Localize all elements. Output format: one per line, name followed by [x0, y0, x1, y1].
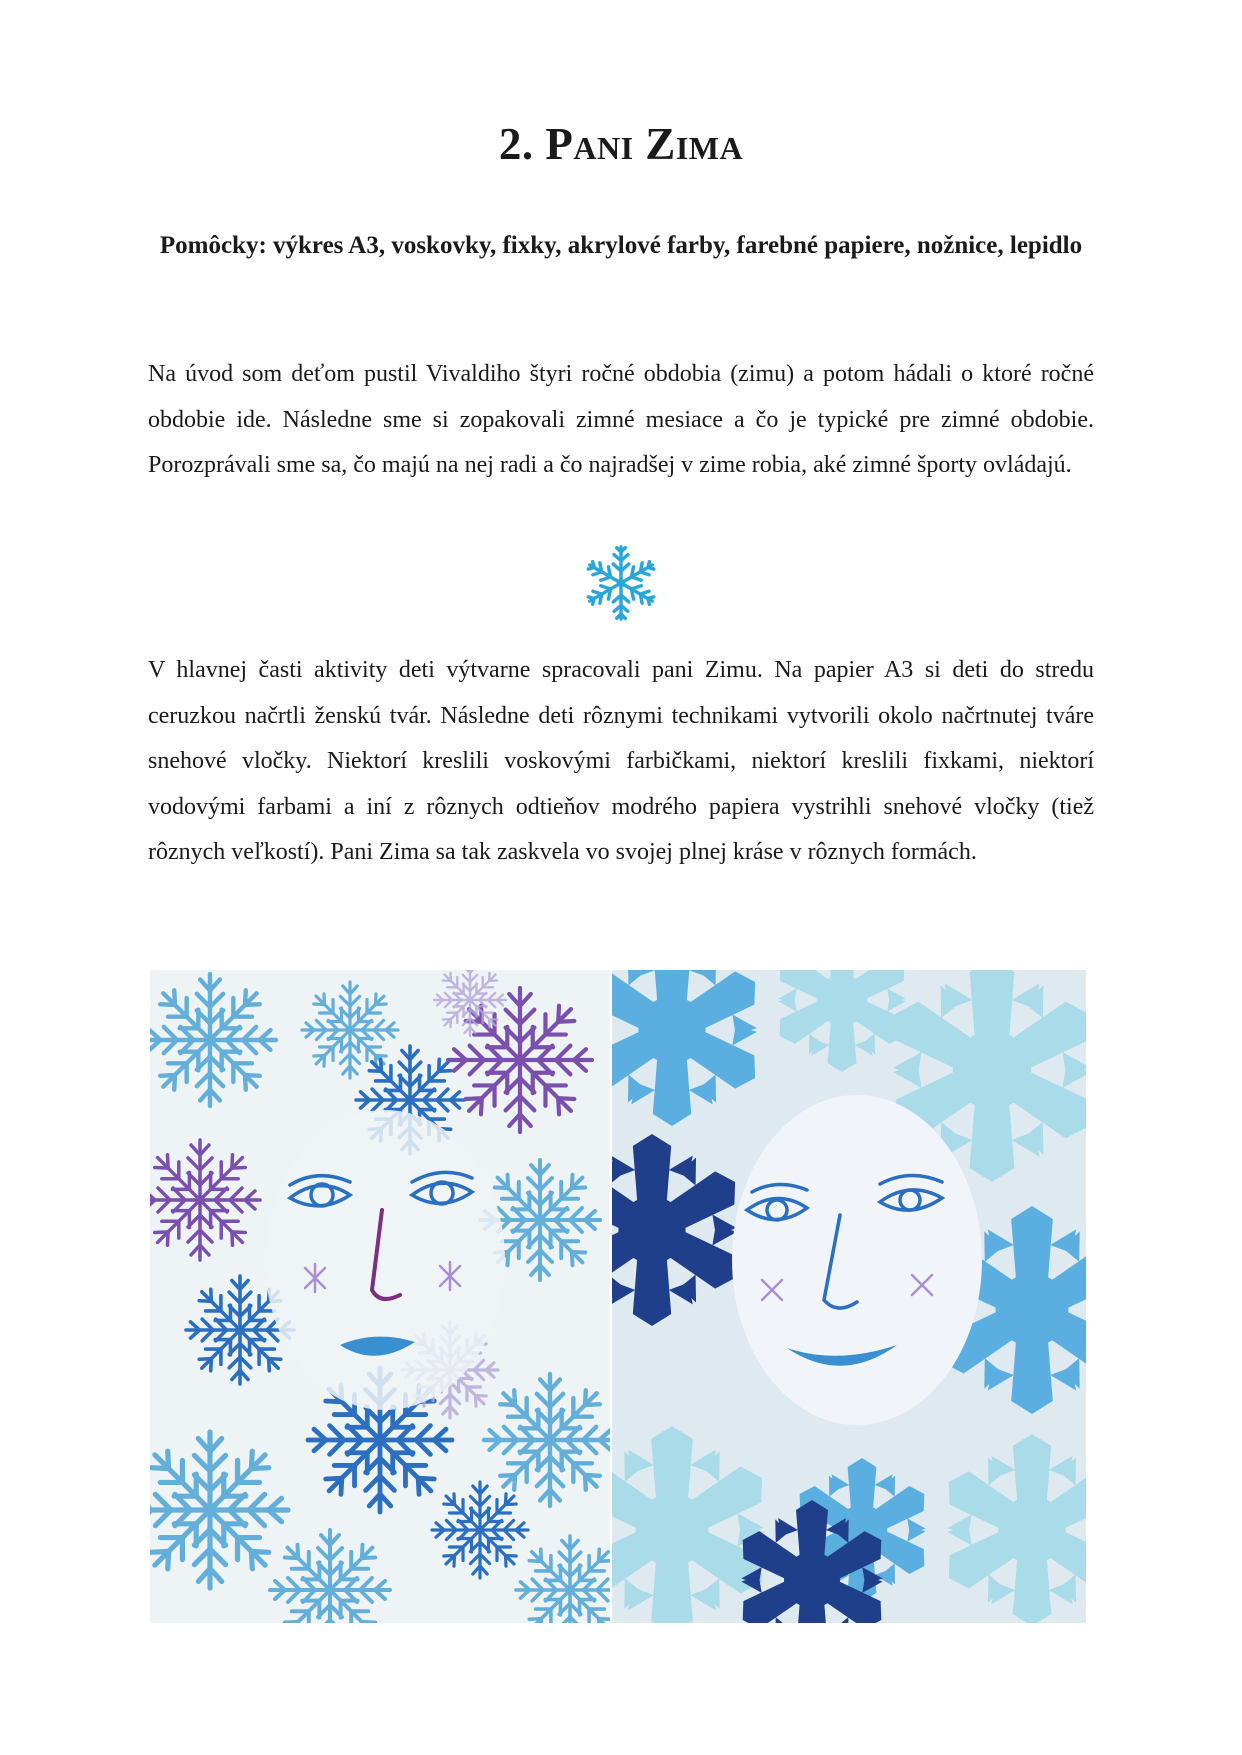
materials-list: Pomôcky: výkres A3, voskovky, fixky, akrylové farby, farebné papiere, nožnice, lepidlo	[159, 232, 1083, 259]
snowflake-icon	[578, 540, 664, 626]
paper-collage-photo	[612, 970, 1086, 1623]
page-title: 2. Pani Zima	[498, 119, 744, 169]
intro-paragraph: Na úvod som deťom pustil Vivaldiho štyri ročné obdobia (zimu) a potom hádali o ktoré ročné obdobie ide. Následne sme si zopakovali zimné mesiace a čo je typické pre zimné obdobie. Porozprávali sme sa, čo majú na nej radi a čo najradšej v zime robia, aké zimné športy ovládajú.	[148, 361, 1094, 478]
main-activity-paragraph: V hlavnej časti aktivity deti výtvarne spracovali pani Zimu. Na papier A3 si deti do stredu ceruzkou načrtli ženskú tvár. Následne deti rôznymi technikami vytvorili okolo načrtnutej tváre snehové vločky. Niektorí kreslili voskovými farbičkami, niektorí kreslili fixkami, niektorí vodovými farbami a iní z rôznych odtieňov modrého papiera vystrihli snehové vločky (tiež rôznych veľkostí). Pani Zima sa tak zaskvela vo svojej plnej kráse v rôznych formách.	[148, 657, 1094, 865]
crayon-drawing-photo	[150, 970, 610, 1623]
